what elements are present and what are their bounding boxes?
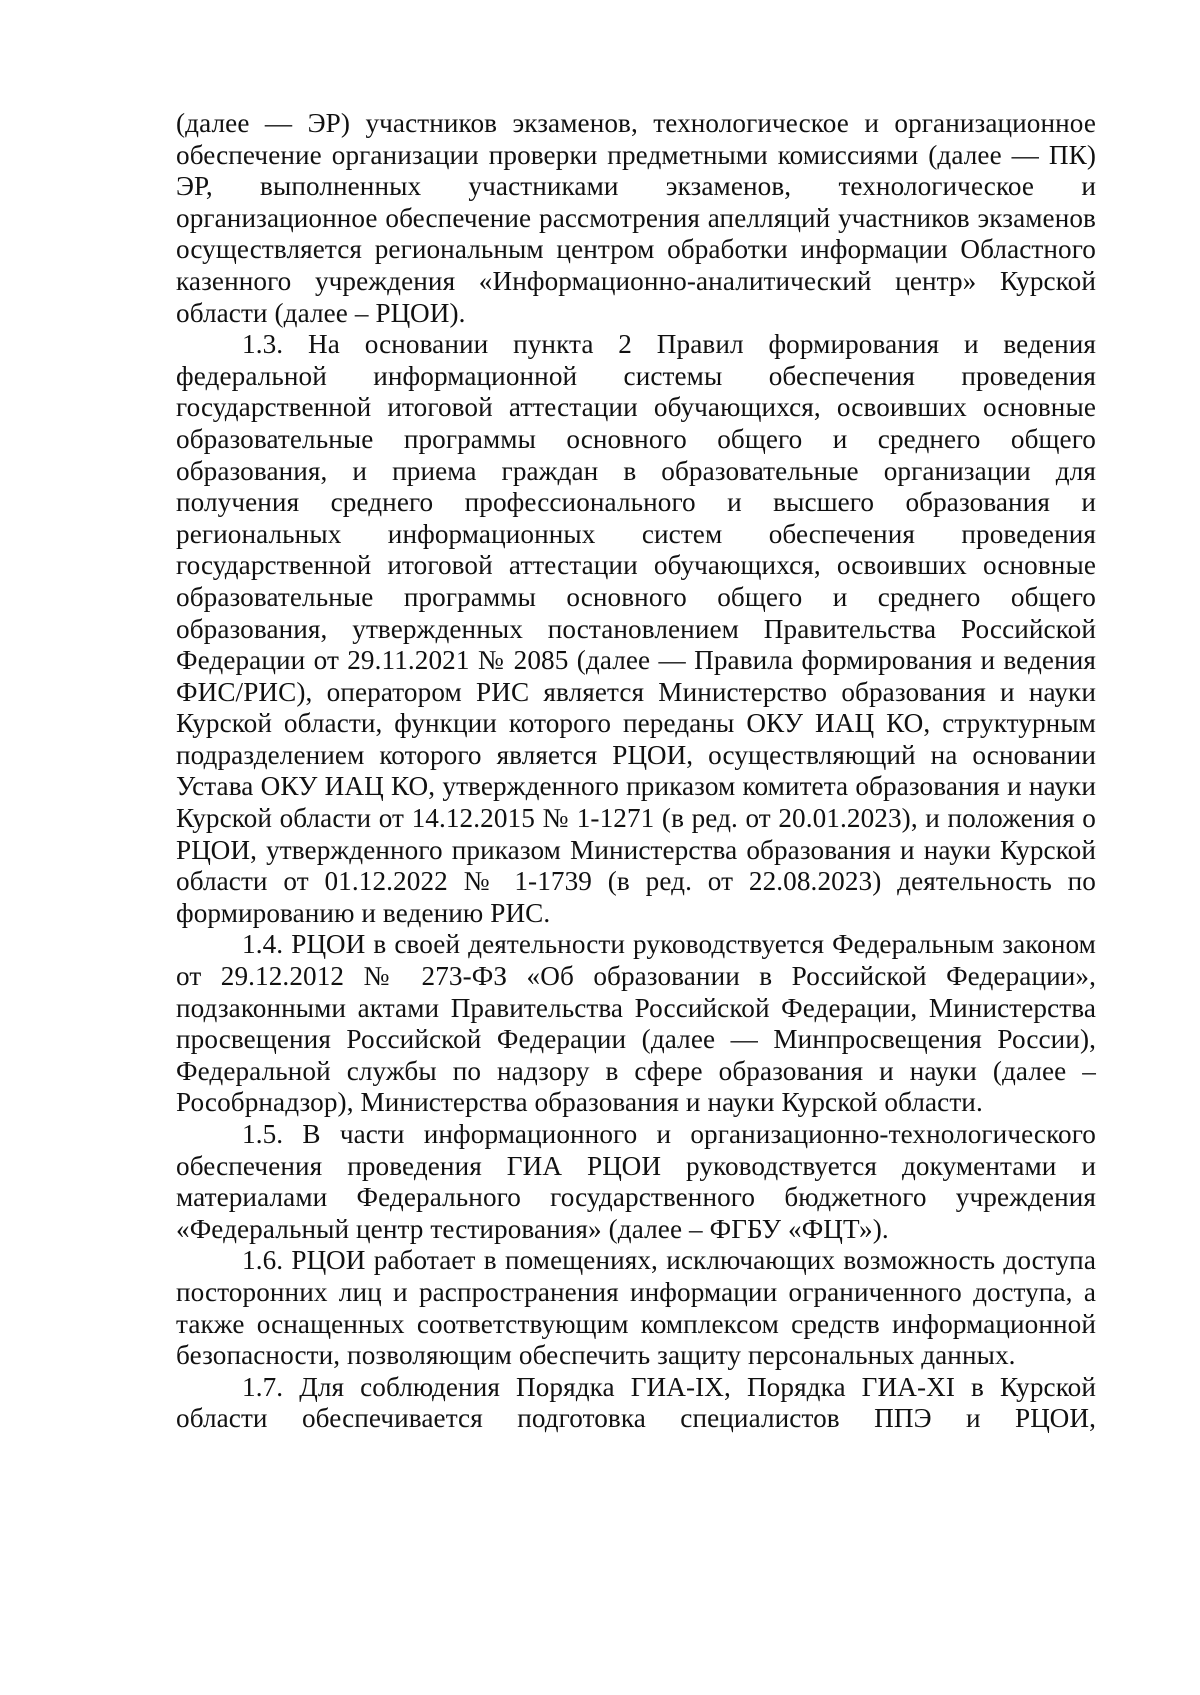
paragraph-1-4: 1.4. РЦОИ в своей деятельности руководствуется Федеральным законом от 29.12.2012 № 273-ФЗ «Об образовании в Российской Федерации», подзаконными актами Правительства Российской Федерации, Министерства просвещения Российской Федерации (далее — Минпросвещения России), Федеральной службы по надзору в сфере образования и науки (далее – Рособрнадзор), Министерства образования и науки Курской области.	[176, 929, 1096, 1118]
paragraph-1-5: 1.5. В части информационного и организационно-технологического обеспечения проведения ГИА РЦОИ руководствуется документами и материалами Федерального государственного бюджетного учреждения «Федеральный центр тестирования» (далее – ФГБУ «ФЦТ»).	[176, 1119, 1096, 1244]
paragraph-1-7: 1.7. Для соблюдения Порядка ГИА-IX, Порядка ГИА-XI в Курской области обеспечивается подготовка специалистов ППЭ и РЦОИ,	[176, 1371, 1096, 1434]
paragraph-1-6: 1.6. РЦОИ работает в помещениях, исключающих возможность доступа посторонних лиц и распространения информации ограниченного доступа, а также оснащенных соответствующим комплексом средств информационной безопасности, позволяющим обеспечить защиту персональных данных.	[176, 1245, 1096, 1371]
document-body	[176, 108, 1096, 1435]
paragraph-1-3: 1.3. На основании пункта 2 Правил формирования и ведения федеральной информационной системы обеспечения проведения государственной итоговой аттестации обучающихся, освоивших основные образовательные программы основного общего и среднего общего образования, и приема граждан в образовательные организации для получения среднего профессионального и высшего образования и региональных информационных систем обеспечения проведения государственной итоговой аттестации обучающихся, освоивших основные образовательные программы основного общего и среднего общего образования, утвержденных постановлением Правительства Российской Федерации от 29.11.2021 № 2085 (далее — Правила формирования и ведения ФИС/РИС), оператором РИС является Министерство образования и науки Курской области, функции которого переданы ОКУ ИАЦ КО, структурным подразделением которого является РЦОИ, осуществляющий на основании Устава ОКУ ИАЦ КО, утвержденного приказом комитета образования и науки Курской области от 14.12.2015 № 1-1271 (в ред. от 20.01.2023), и положения о РЦОИ, утвержденного приказом Министерства образования и науки Курской области от 01.12.2022 № 1-1739 (в ред. от 22.08.2023) деятельность по формированию и ведению РИС.	[176, 329, 1096, 928]
paragraph-continuation: (далее — ЭР) участников экзаменов, технологическое и организационное обеспечение организации проверки предметными комиссиями (далее — ПК) ЭР, выполненных участниками экзаменов, технологическое и организационное обеспечение рассмотрения апелляций участников экзаменов осуществляется региональным центром обработки информации Областного казенного учреждения «Информационно-аналитический центр» Курской области (далее – РЦОИ).	[176, 108, 1096, 328]
